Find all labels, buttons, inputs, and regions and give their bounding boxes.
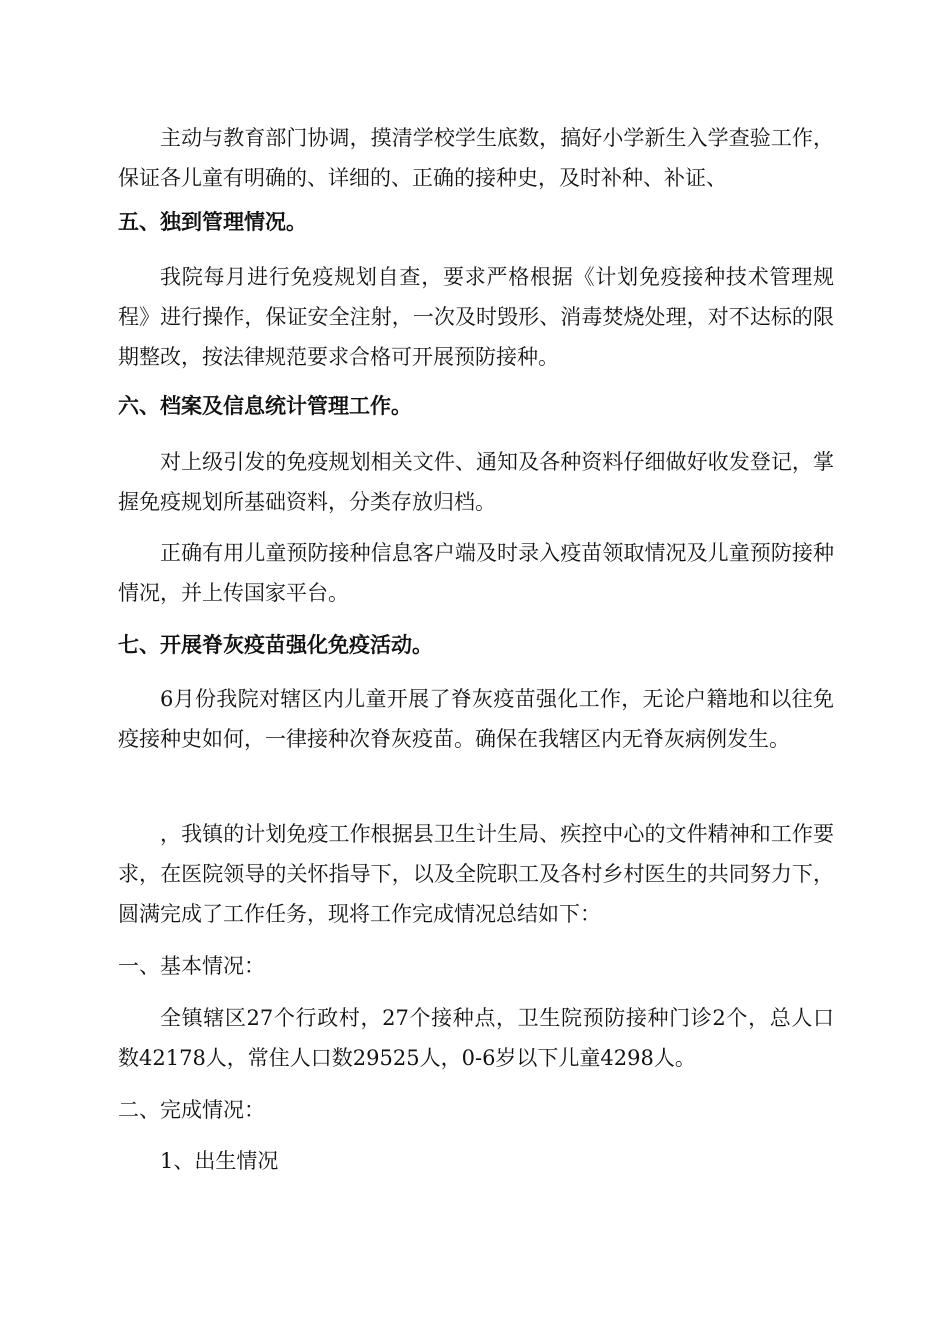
- paragraph-school-coordination: 主动与教育部门协调，摸清学校学生底数，搞好小学新生入学查验工作，保证各儿童有明确的、详细的、正确的接种史，及时补种、补证、: [118, 126, 834, 190]
- paragraph-summary-intro: ，我镇的计划免疫工作根据县卫生计生局、疾控中心的文件精神和工作要求，在医院领导的关怀指导下，以及全院职工及各村乡村医生的共同努力下，圆满完成了工作任务，现将工作完成情况总结如下：: [118, 822, 834, 926]
- heading-archives: 六、档案及信息统计管理工作。: [118, 394, 412, 418]
- paragraph-info-client: 正确有用儿童预防接种信息客户端及时录入疫苗领取情况及儿童预防接种情况，并上传国家平台。: [118, 541, 834, 605]
- heading-completion: 二、完成情况：: [118, 1098, 265, 1122]
- heading-birth-situation: 1、出生情况: [160, 1149, 279, 1173]
- paragraph-polio-campaign: 6月份我院对辖区内儿童开展了脊灰疫苗强化工作，无论户籍地和以往免疫接种史如何，一律接种次脊灰疫苗。确保在我辖区内无脊灰病例发生。: [118, 687, 834, 751]
- heading-basic-situation: 一、基本情况：: [118, 954, 265, 978]
- paragraph-document-filing: 对上级引发的免疫规划相关文件、通知及各种资料仔细做好收发登记，掌握免疫规划所基础资料，分类存放归档。: [118, 450, 834, 514]
- heading-management: 五、独到管理情况。: [118, 210, 307, 234]
- paragraph-basic-situation: 全镇辖区27个行政村，27个接种点，卫生院预防接种门诊2个，总人口数42178人，常住人口数29525人，0-6岁以下儿童4298人。: [118, 1006, 834, 1070]
- heading-polio-campaign: 七、开展脊灰疫苗强化免疫活动。: [118, 633, 433, 657]
- paragraph-monthly-self-check: 我院每月进行免疫规划自查，要求严格根据《计划免疫接种技术管理规程》进行操作，保证安全注射，一次及时毁形、消毒焚烧处理，对不达标的限期整改，按法律规范要求合格可开展预防接种。: [118, 265, 834, 369]
